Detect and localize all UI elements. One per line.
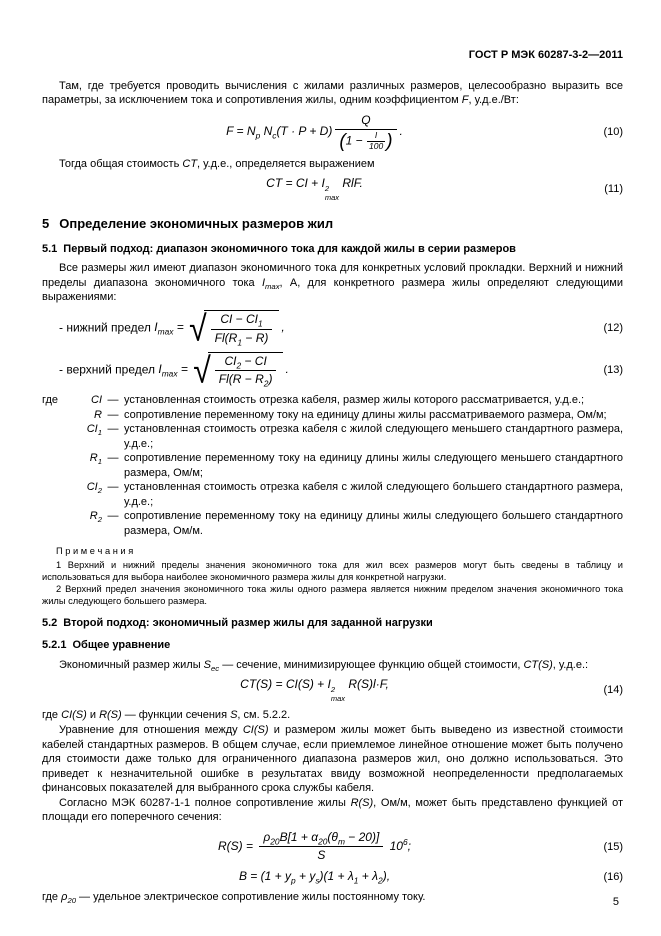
formula-term: Fl(R − R [218,372,264,387]
close-paren: ) [386,131,393,153]
variable: ρ [61,891,68,904]
text-run: Согласно МЭК 60287-1-1 полное сопротивление жилы [59,796,351,809]
variable: CT(S) [523,658,553,671]
definition-row [42,451,623,480]
formula-expression [240,677,389,703]
fraction [259,830,383,865]
fraction [335,113,396,152]
section-5-1-heading [42,242,623,257]
variable: S [203,658,212,671]
section-title: Первый подход: диапазон экономичного тока для каждой жилы в серии размеров [63,242,516,255]
section-5-2-heading [42,616,623,631]
subscript: 1 [258,318,263,329]
fraction-numerator [215,354,277,372]
subscript: 20 [270,836,280,846]
formula-term: Fl(R [214,330,238,345]
variable: CI [91,394,102,407]
note-1: 1 Верхний и нижний пределы значения экономичного тока для жил всех размеров могут быть сведены в таблицу и использоваться для выбора наиболее экономичного размера жилы для конкретной нагрузки. [42,559,623,582]
variable: R [89,510,98,523]
page-number: 5 [612,896,619,909]
subscript: 2 [97,486,102,496]
variable: F [461,94,469,107]
text-run: Там, где требуется проводить вычисления с жилами различных размеров, целесообразно выразить все параметры, за исключением тока и сопротивления жилы, одним коэффициентом [42,79,623,107]
dash: — [107,452,119,465]
formula-row-13 [42,349,623,391]
formula-term: + y [295,869,316,884]
formula-term: (T · P + D) [276,124,333,139]
text-run: где [42,891,62,904]
definition-row [42,509,623,538]
formula-expression [158,349,289,391]
text-run: , у.д.е./Вт: [468,94,519,107]
dash: — [107,408,119,421]
formula-term: CT(S) = CI(S) + I [240,677,331,692]
definition-term [68,408,102,423]
formula-term: R(S) = [218,839,257,854]
formula-number: (14) [603,684,623,697]
text-run: Все размеры жил имеют диапазон экономичного тока для конкретных условий прокладки. Верхний и нижний пределы диапазона экономичного тока [42,262,623,289]
definition-term [68,393,102,408]
formula-term: CI − CI [220,311,259,326]
fraction-denominator [335,130,396,152]
fraction-denominator [215,371,277,388]
subscript: 2 [263,378,269,389]
definition-description: установленная стоимость отрезка кабеля с жилой следующего большего стандартного размера, у.д.е.; [124,481,623,508]
formula-term: 10 [386,839,403,854]
text-run: , Ом/м, может быть представлено функцией от площади его поперечного сечения: [42,796,623,824]
formula-term: 1 − [345,133,367,148]
variable: CI [86,423,98,436]
formula-term: F = N [226,124,256,139]
square-root [193,349,283,391]
subscript: 1 [353,875,359,886]
formula-expression [238,869,391,886]
formula-number: (10) [603,125,623,138]
formula-13 [42,349,587,391]
formula-term: B[1 + α [279,829,319,844]
formula-term: . [285,362,289,377]
formula-term: , [281,320,285,335]
variable: I [154,320,158,335]
formula-term: − CI [241,353,267,368]
subscript: max [324,193,340,203]
text-run: и [86,709,100,722]
definition-description: сопротивление переменному току на единицу длины жилы следующего большего стандартного размера, Ом/м. [124,510,623,537]
subscript: p [255,130,261,141]
subscript: 2 [236,359,242,370]
variable: CI(S) [242,724,269,736]
sup-sub-stack [331,686,345,703]
formula-term: ), [382,869,391,884]
formula-term: )(1 + λ [319,869,354,884]
formula-term: CI [224,353,237,368]
formula-term: (θ [327,829,338,844]
formula-label: - нижний предел [59,320,155,335]
text-run: , см. 5.2.2. [237,709,291,722]
section-title: Общее уравнение [72,639,171,652]
subscript: p [290,875,296,886]
text-run: — функции сечения [121,709,231,722]
formula-number: (13) [603,363,623,376]
text-run: , у.д.е.: [552,658,589,671]
formula-15 [42,830,587,865]
note-2: 2 Верхний предел значения экономичного тока жилы одного размера является нижним пределом значения экономичного тока жилы следующего большего размера. [42,584,623,607]
formula-term: RlF. [339,176,363,191]
formula-expression [226,112,403,153]
text-run: , у.д.е., определяется выражением [197,157,375,170]
text-run: , А, для конкретного размера жилы определяют следующими выражениями: [42,276,623,304]
definition-row [42,480,623,509]
definition-description: установленная стоимость отрезка кабеля с жилой следующего меньшего стандартного размера, у.д.е.; [124,423,623,450]
variable: R(S) [350,796,374,809]
subscript: max [157,326,174,337]
formula-14 [42,677,587,703]
outro-line [42,890,623,905]
fraction-numerator [211,312,273,330]
definition-term [68,422,102,437]
text-run: — сечение, минимизирующее функцию общей стоимости, [219,658,524,671]
paragraph-5-2-2 [42,723,623,796]
superscript: 2 [324,184,330,194]
paragraph-intro [42,79,623,108]
subscript: max [161,368,178,379]
formula-label: - верхний предел [59,362,159,377]
formula-term: CT = CI + I [266,176,325,191]
formula-term: − 20)] [344,829,380,844]
definition-description: сопротивление переменному току на единицу длины жилы следующего меньшего стандартного размера, Ом/м; [124,452,623,479]
formula-row-11 [42,176,623,202]
formula-term: − R) [242,330,269,345]
definition-description: установленная стоимость отрезка кабеля, размер жилы которого рассматривается, у.д.е.; [124,394,585,407]
formula-number: (15) [603,840,623,853]
variable: CI(S) [61,709,87,722]
formula-term: ) [268,372,273,387]
subscript: ec [211,663,220,673]
fraction-numerator: Q [335,113,396,131]
definitions-list [42,393,623,538]
superscript: 2 [330,685,336,695]
subscript: 1 [97,457,102,467]
notes-title: П р и м е ч а н и я [56,546,134,557]
fraction [215,354,277,389]
formula-term: B = (1 + y [238,869,291,884]
formula-term: = [173,320,188,335]
radicand [204,310,280,347]
open-paren: ( [339,131,346,153]
subscript: 20 [318,836,328,846]
text-run: Уравнение для отношения между [59,724,243,736]
definition-term [68,451,102,466]
definition-term [68,480,102,495]
subscript: c [272,130,277,141]
section-number: 5.1 [42,242,58,255]
subscript: 1 [97,428,102,438]
definition-description: сопротивление переменному току на единицу длины жилы рассматриваемого размера, Ом/м; [124,408,607,421]
variable: CT [182,157,198,170]
formula-expression [154,308,285,349]
section-5-heading [42,215,623,232]
where-line-14 [42,708,623,723]
section-title: Второй подход: экономичный размер жилы для заданной нагрузки [63,616,433,629]
subscript: 20 [67,896,76,906]
square-root [189,310,279,347]
subscript: max [265,282,280,292]
variable: CI [86,481,98,494]
notes-block [42,545,623,607]
dash: — [107,481,119,494]
radicand [208,352,284,389]
variable: R [94,408,102,421]
section-number: 5.2.1 [42,639,67,652]
definition-row [42,408,623,423]
dash: — [107,394,119,407]
fraction-numerator [259,830,383,848]
subscript: 1 [237,337,243,348]
formula-16 [42,869,587,885]
paragraph-5-2-3 [42,796,623,825]
formula-term: N [260,124,273,139]
subscript: s [315,875,320,886]
dash: — [107,510,119,523]
where-label: где [42,394,59,407]
formula-row-12 [42,310,623,347]
variable: I [158,362,162,377]
subscript: 2 [97,515,102,525]
paragraph-5-1 [42,261,623,305]
small-fraction-denominator: 100 [369,141,384,152]
section-number: 5.2 [42,616,58,629]
formula-12 [42,310,587,347]
section-number: 5 [42,215,50,231]
formula-expression [266,176,363,203]
formula-term: + λ [358,869,379,884]
fraction-denominator [211,330,273,347]
formula-row-16 [42,869,623,885]
superscript: 6 [402,837,408,848]
radical-icon: √ [189,308,207,349]
subscript: 2 [378,875,383,886]
dash: — [107,423,119,436]
formula-row-10 [42,113,623,152]
formula-number: (12) [603,321,623,334]
paragraph-intro-2 [42,157,623,172]
section-title: Определение экономичных размеров жил [59,215,334,231]
subscript: m [337,836,345,846]
variable: R [89,452,98,465]
variable: S [230,709,238,722]
small-fraction-numerator: I [367,131,385,142]
sup-sub-stack [325,185,339,202]
formula-11 [42,176,587,202]
definition-term [68,509,102,524]
small-fraction [367,131,385,152]
variable: I [261,276,266,289]
formula-term: . [399,124,403,139]
document-header: ГОСТ Р МЭК 60287-3-2—2011 [468,49,623,61]
subscript: max [330,693,346,703]
section-5-2-1-heading [42,638,623,653]
text-run: Тогда общая стоимость [59,157,183,170]
fraction [211,312,273,347]
variable: R(S) [99,709,122,722]
formula-10 [42,113,587,152]
text-run: где [42,709,62,722]
formula-row-14 [42,677,623,703]
definition-row [42,393,623,408]
formula-term: ; [407,839,411,854]
formula-number: (16) [603,870,623,883]
definition-row [42,422,623,451]
paragraph-5-2-1 [42,658,623,673]
radical-icon: √ [193,349,211,391]
formula-term: = [177,362,192,377]
variable: ρ [263,829,271,844]
text-run: Экономичный размер жилы [59,658,204,671]
formula-number: (11) [604,183,623,196]
text-run: и размером жилы может быть выведено из известной стоимости кабелей стандартных размеров. В общем случае, если приемлемое линейное отношение может быть получено для стоимости даже только для ограниченного диапазона размеров жил, оно должно использоваться. Это приведет к незначительной ошибке в результатах ввиду возможной неопределенности предполагаемых финансовых показателей для выбранного срока службы кабеля. [42,724,623,795]
formula-row-15 [42,830,623,865]
fraction-denominator: S [317,848,326,863]
text-run: — удельное электрическое сопротивление жилы постоянному току. [76,891,426,904]
formula-term: R(S)l·F, [345,677,389,692]
